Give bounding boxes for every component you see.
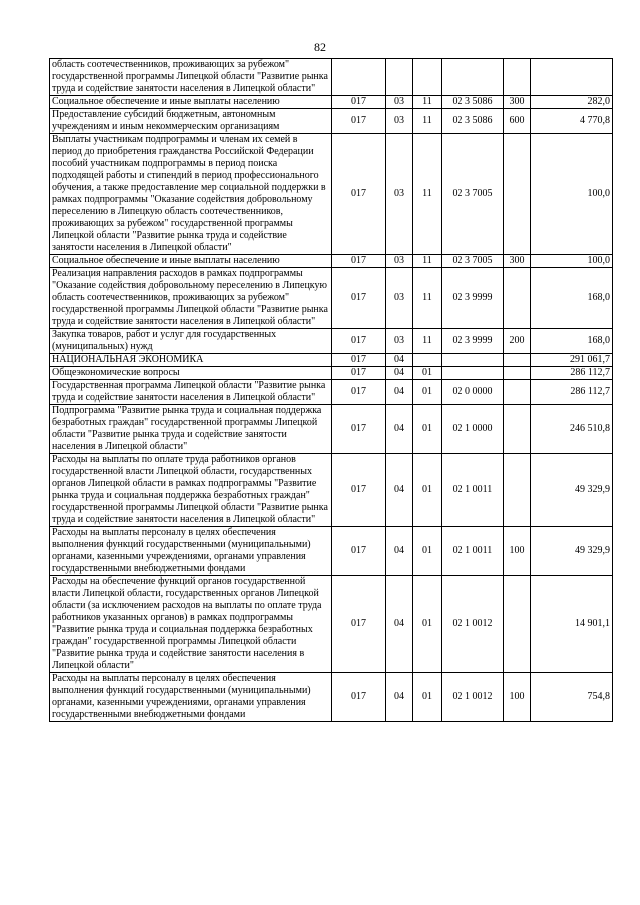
row-name: область соотечественников, проживающих за рубежом" государственной программы Липецкой области "Развитие рынка труда и содействие занятости населения в Липецкой области" xyxy=(50,59,332,96)
subsection-code xyxy=(413,354,442,367)
row-name: Расходы на выплаты по оплате труда работников органов государственной власти Липецкой области, государственных органов Липецкой области в рамках подпрограммы "Развитие рынка труда и социальная поддержка безработных граждан" государственной программы Липецкой области "Развитие рынка труда и содействие занятости населения в Липецкой области" xyxy=(50,454,332,527)
amount: 291 061,7 xyxy=(531,354,613,367)
ministry-code: 017 xyxy=(332,329,386,354)
section-code: 03 xyxy=(386,255,413,268)
section-code: 04 xyxy=(386,673,413,722)
table-row xyxy=(50,268,613,329)
table-row xyxy=(50,576,613,673)
table-row xyxy=(50,329,613,354)
section-code: 04 xyxy=(386,367,413,380)
row-name: НАЦИОНАЛЬНАЯ ЭКОНОМИКА xyxy=(50,354,332,367)
ministry-code: 017 xyxy=(332,255,386,268)
target-article-code: 02 3 7005 xyxy=(442,134,504,255)
section-code: 03 xyxy=(386,268,413,329)
expense-type-code: 100 xyxy=(504,673,531,722)
ministry-code: 017 xyxy=(332,134,386,255)
subsection-code: 11 xyxy=(413,109,442,134)
budget-table-body xyxy=(50,59,613,722)
table-row xyxy=(50,454,613,527)
amount: 286 112,7 xyxy=(531,380,613,405)
amount: 286 112,7 xyxy=(531,367,613,380)
row-name: Расходы на выплаты персоналу в целях обеспечения выполнения функций государственными (муниципальными) органами, казенными учреждениями, органами управления государственными внебюджетными фондами xyxy=(50,673,332,722)
subsection-code: 11 xyxy=(413,96,442,109)
target-article-code xyxy=(442,59,504,96)
expense-type-code xyxy=(504,354,531,367)
ministry-code: 017 xyxy=(332,367,386,380)
table-row xyxy=(50,367,613,380)
section-code: 03 xyxy=(386,329,413,354)
target-article-code xyxy=(442,354,504,367)
section-code: 03 xyxy=(386,134,413,255)
row-name: Расходы на обеспечение функций органов государственной власти Липецкой области, государственных органов Липецкой области (за исключением расходов на выплаты по оплате труда работников указанных органов) в рамках подпрограммы "Развитие рынка труда и социальная поддержка безработных граждан" государственной программы Липецкой области "Развитие рынка труда и содействие занятости населения в Липецкой области" xyxy=(50,576,332,673)
expense-type-code: 600 xyxy=(504,109,531,134)
table-row xyxy=(50,59,613,96)
section-code: 04 xyxy=(386,354,413,367)
expense-type-code: 300 xyxy=(504,96,531,109)
section-code: 03 xyxy=(386,109,413,134)
table-row xyxy=(50,380,613,405)
subsection-code: 11 xyxy=(413,329,442,354)
amount: 49 329,9 xyxy=(531,454,613,527)
subsection-code: 01 xyxy=(413,405,442,454)
target-article-code: 02 1 0012 xyxy=(442,576,504,673)
table-row xyxy=(50,109,613,134)
budget-table xyxy=(49,58,613,722)
expense-type-code xyxy=(504,59,531,96)
row-name: Государственная программа Липецкой области "Развитие рынка труда и содействие занятости населения в Липецкой области" xyxy=(50,380,332,405)
ministry-code: 017 xyxy=(332,268,386,329)
ministry-code xyxy=(332,59,386,96)
subsection-code: 01 xyxy=(413,380,442,405)
row-name: Подпрограмма "Развитие рынка труда и социальная поддержка безработных граждан" государственной программы Липецкой области "Развитие рынка труда и содействие занятости населения в Липецкой области" xyxy=(50,405,332,454)
expense-type-code xyxy=(504,576,531,673)
target-article-code: 02 1 0000 xyxy=(442,405,504,454)
row-name: Социальное обеспечение и иные выплаты населению xyxy=(50,96,332,109)
row-name: Закупка товаров, работ и услуг для государственных (муниципальных) нужд xyxy=(50,329,332,354)
amount: 49 329,9 xyxy=(531,527,613,576)
ministry-code: 017 xyxy=(332,380,386,405)
subsection-code: 01 xyxy=(413,673,442,722)
ministry-code: 017 xyxy=(332,96,386,109)
subsection-code: 01 xyxy=(413,367,442,380)
amount: 100,0 xyxy=(531,134,613,255)
expense-type-code xyxy=(504,454,531,527)
table-row xyxy=(50,134,613,255)
ministry-code: 017 xyxy=(332,527,386,576)
target-article-code: 02 1 0012 xyxy=(442,673,504,722)
section-code: 04 xyxy=(386,454,413,527)
ministry-code: 017 xyxy=(332,354,386,367)
expense-type-code xyxy=(504,134,531,255)
target-article-code: 02 3 5086 xyxy=(442,96,504,109)
subsection-code: 01 xyxy=(413,527,442,576)
ministry-code: 017 xyxy=(332,405,386,454)
ministry-code: 017 xyxy=(332,109,386,134)
ministry-code: 017 xyxy=(332,576,386,673)
section-code xyxy=(386,59,413,96)
section-code: 04 xyxy=(386,576,413,673)
ministry-code: 017 xyxy=(332,454,386,527)
table-row xyxy=(50,527,613,576)
subsection-code: 11 xyxy=(413,255,442,268)
target-article-code: 02 1 0011 xyxy=(442,454,504,527)
section-code: 04 xyxy=(386,527,413,576)
expense-type-code xyxy=(504,367,531,380)
target-article-code: 02 3 5086 xyxy=(442,109,504,134)
expense-type-code: 100 xyxy=(504,527,531,576)
row-name: Расходы на выплаты персоналу в целях обеспечения выполнения функций государственными (муниципальными) органами, казенными учреждениями, органами управления государственными внебюджетными фондами xyxy=(50,527,332,576)
expense-type-code xyxy=(504,268,531,329)
target-article-code: 02 3 9999 xyxy=(442,329,504,354)
subsection-code: 01 xyxy=(413,576,442,673)
subsection-code: 11 xyxy=(413,134,442,255)
expense-type-code: 200 xyxy=(504,329,531,354)
expense-type-code: 300 xyxy=(504,255,531,268)
table-row xyxy=(50,673,613,722)
amount: 282,0 xyxy=(531,96,613,109)
subsection-code: 01 xyxy=(413,454,442,527)
target-article-code: 02 1 0011 xyxy=(442,527,504,576)
subsection-code: 11 xyxy=(413,268,442,329)
row-name: Социальное обеспечение и иные выплаты населению xyxy=(50,255,332,268)
subsection-code xyxy=(413,59,442,96)
amount: 754,8 xyxy=(531,673,613,722)
target-article-code xyxy=(442,367,504,380)
expense-type-code xyxy=(504,380,531,405)
section-code: 04 xyxy=(386,405,413,454)
target-article-code: 02 0 0000 xyxy=(442,380,504,405)
amount: 168,0 xyxy=(531,329,613,354)
expense-type-code xyxy=(504,405,531,454)
row-name: Общеэкономические вопросы xyxy=(50,367,332,380)
amount xyxy=(531,59,613,96)
row-name: Реализация направления расходов в рамках подпрограммы "Оказание содействия добровольному переселению в Липецкую область соотечественников, проживающих за рубежом" государственной программы Липецкой области "Развитие рынка труда и содействие занятости населения в Липецкой области" xyxy=(50,268,332,329)
section-code: 04 xyxy=(386,380,413,405)
amount: 168,0 xyxy=(531,268,613,329)
row-name: Выплаты участникам подпрограммы и членам их семей в период до приобретения гражданства Российской Федерации пособий участникам подпрограммы в период поиска подходящей работы и стипендий в период профессионального обучения, а также предоставление мер социальной поддержки в рамках подпрограммы "Оказание содействия добровольному переселению в Липецкую область соотечественников, проживающих за рубежом" государственной программы Липецкой области "Развитие рынка труда и содействие занятости населения в Липецкой области" xyxy=(50,134,332,255)
page-number: 82 xyxy=(314,40,326,54)
table-row xyxy=(50,405,613,454)
amount: 100,0 xyxy=(531,255,613,268)
row-name: Предоставление субсидий бюджетным, автономным учреждениям и иным некоммерческим организациям xyxy=(50,109,332,134)
table-row xyxy=(50,96,613,109)
target-article-code: 02 3 7005 xyxy=(442,255,504,268)
amount: 246 510,8 xyxy=(531,405,613,454)
section-code: 03 xyxy=(386,96,413,109)
table-row xyxy=(50,354,613,367)
amount: 14 901,1 xyxy=(531,576,613,673)
ministry-code: 017 xyxy=(332,673,386,722)
amount: 4 770,8 xyxy=(531,109,613,134)
table-row xyxy=(50,255,613,268)
target-article-code: 02 3 9999 xyxy=(442,268,504,329)
